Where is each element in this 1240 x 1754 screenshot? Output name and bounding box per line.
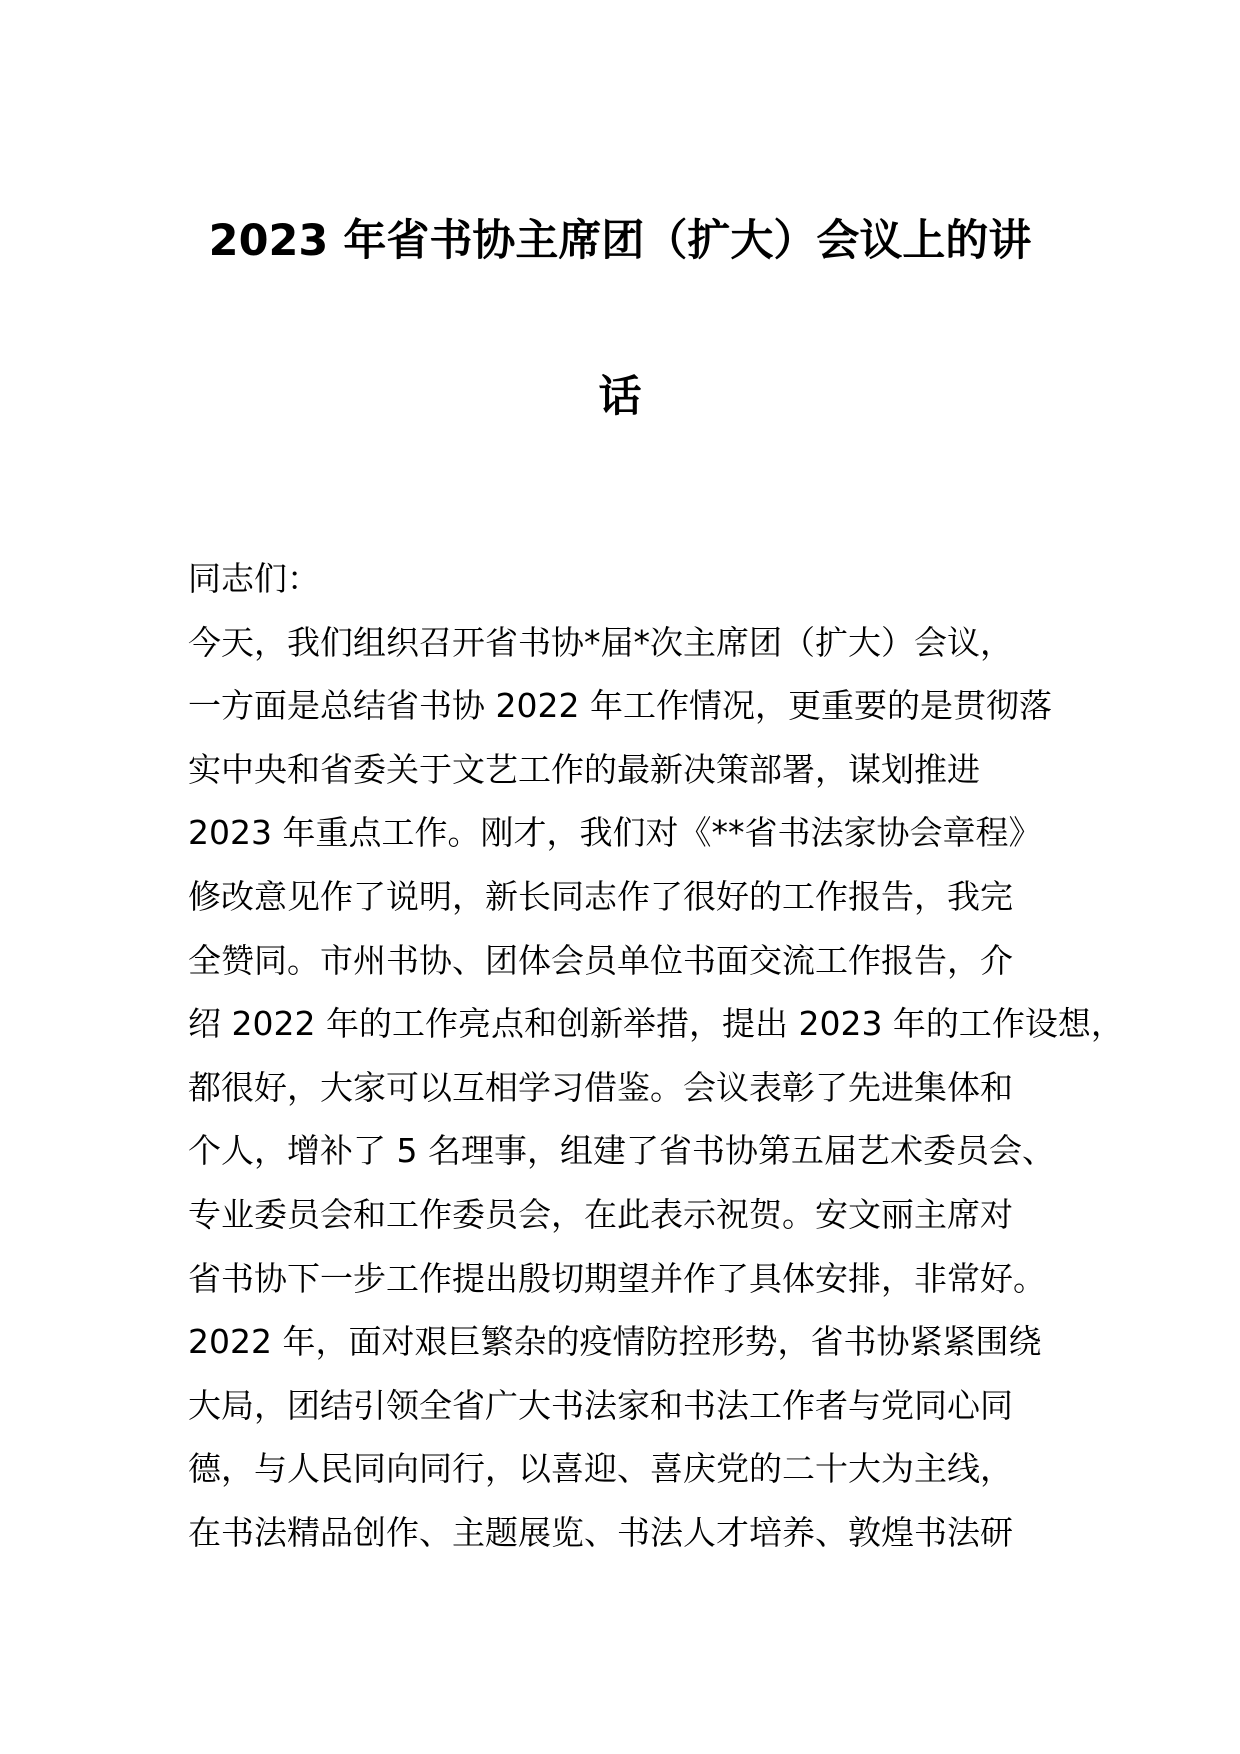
body-line: 2023 年重点工作。刚才，我们对《**省书法家协会章程》 xyxy=(188,813,1042,853)
body-line: 大局，团结引领全省广大书法家和书法工作者与党同心同 xyxy=(188,1385,1013,1425)
document-body xyxy=(188,547,1124,1565)
body-line: 绍 2022 年的工作亮点和创新举措，提出 2023 年的工作设想， xyxy=(188,1004,1124,1044)
body-line: 专业委员会和工作委员会，在此表示祝贺。安文丽主席对 xyxy=(188,1194,1013,1234)
body-line: 在书法精品创作、主题展览、书法人才培养、敦煌书法研 xyxy=(188,1512,1013,1552)
document-title-line-1: 2023 年省书协主席团（扩大）会议上的讲 xyxy=(208,216,1032,266)
body-line: 今天，我们组织召开省书协*届*次主席团（扩大）会议， xyxy=(188,622,1013,662)
body-line: 都很好，大家可以互相学习借鉴。会议表彰了先进集体和 xyxy=(188,1067,1013,1107)
body-line: 同志们： xyxy=(188,559,320,598)
body-line: 一方面是总结省书协 2022 年工作情况，更重要的是贯彻落 xyxy=(188,686,1052,726)
body-line: 2022 年，面对艰巨繁杂的疫情防控形势，省书协紧紧围绕 xyxy=(188,1322,1042,1362)
body-line: 个人，增补了 5 名理事，组建了省书协第五届艺术委员会、 xyxy=(188,1131,1055,1171)
document-title-line-2: 话 xyxy=(598,372,642,422)
body-line: 省书协下一步工作提出殷切期望并作了具体安排，非常好。 xyxy=(188,1258,1046,1298)
body-line: 全赞同。市州书协、团体会员单位书面交流工作报告，介 xyxy=(188,940,1013,980)
body-line: 修改意见作了说明，新长同志作了很好的工作报告，我完 xyxy=(188,876,1013,916)
body-line: 实中央和省委关于文艺工作的最新决策部署，谋划推进 xyxy=(188,749,980,789)
body-line: 德，与人民同向同行，以喜迎、喜庆党的二十大为主线， xyxy=(188,1449,1013,1489)
